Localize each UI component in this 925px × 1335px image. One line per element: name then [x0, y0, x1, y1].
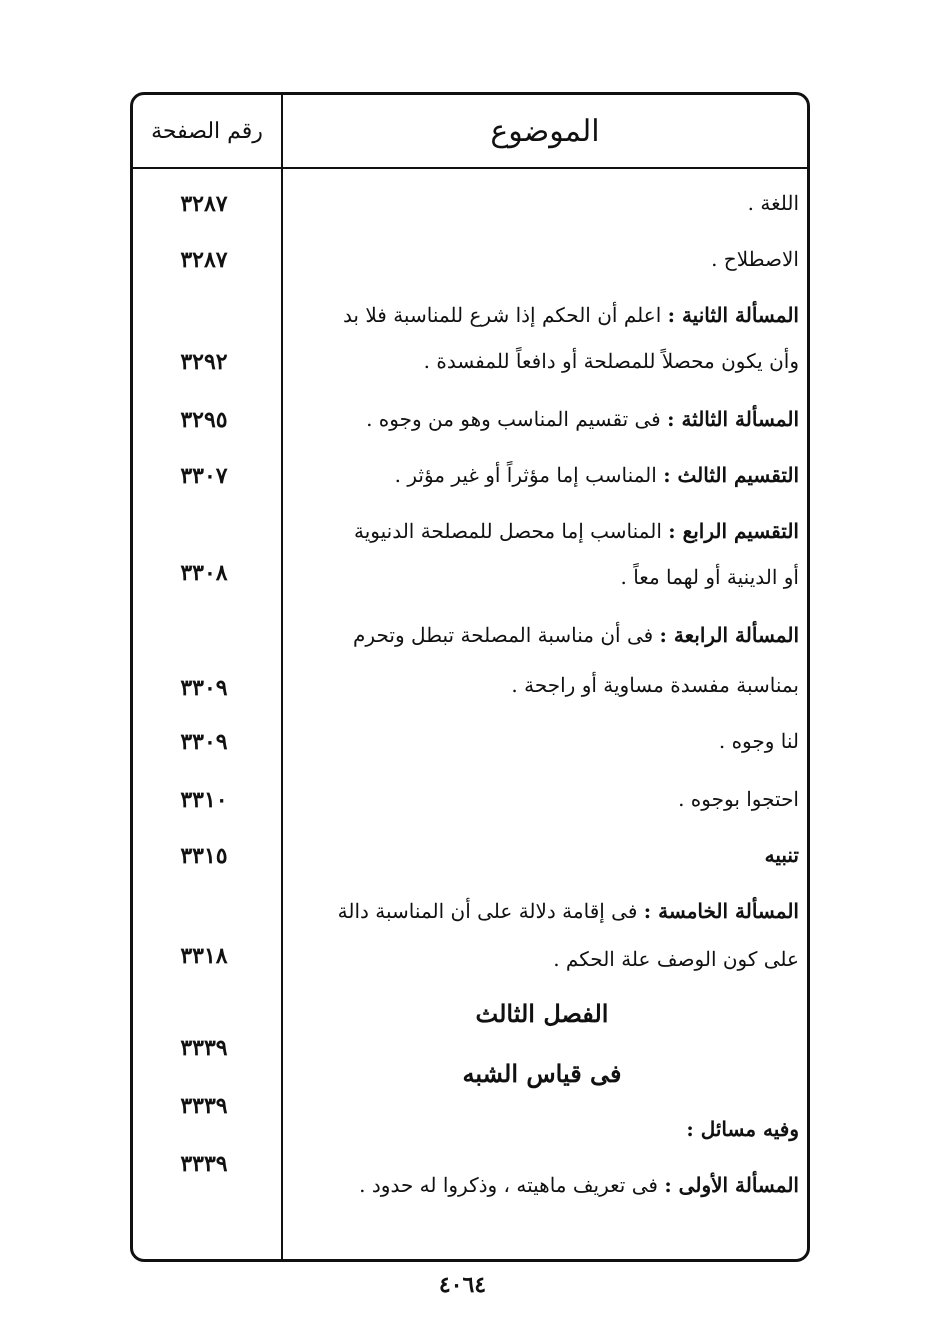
entry-13-page: ٣٣٣٩	[180, 1093, 228, 1119]
entry-1-text: الاصطلاح .	[711, 247, 799, 271]
entry-7-page: ٣٣٠٩	[180, 729, 228, 755]
entry-10-line-2: على كون الوصف علة الحكم .	[553, 947, 799, 971]
entry-4-text: التقسيم الثالث : المناسب إما مؤثراً أو غير مؤثر .	[394, 463, 799, 487]
entry-2-page: ٣٢٩٢	[180, 349, 228, 375]
entry-6-page: ٣٣٠٩	[180, 675, 228, 701]
entry-3-page: ٣٢٩٥	[180, 407, 228, 433]
entry-13-text: وفيه مسائل :	[686, 1117, 799, 1141]
entry-0-text: اللغة .	[747, 191, 799, 215]
section-heading: الفصل الثالث	[475, 999, 609, 1028]
index-table	[130, 92, 810, 1262]
entry-5-line-1: التقسيم الرابع : المناسب إما محصل للمصلحة الدنيوية	[353, 519, 799, 543]
entry-4-page: ٣٣٠٧	[180, 463, 228, 489]
entry-7-text: لنا وجوه .	[718, 729, 799, 753]
entry-14-text: المسألة الأولى : فى تعريف ماهيته ، وذكروا له حدود .	[359, 1173, 799, 1197]
topic-column-header: الموضوع	[490, 113, 600, 149]
entry-1-page: ٣٢٨٧	[180, 247, 228, 273]
entry-3-text: المسألة الثالثة : فى تقسيم المناسب وهو من وجوه .	[366, 407, 799, 431]
entry-10-line-1: المسألة الخامسة : فى إقامة دلالة على أن المناسبة دالة	[337, 899, 799, 923]
entry-6-line-1: المسألة الرابعة : فى أن مناسبة المصلحة تبطل وتحرم	[353, 623, 799, 647]
entry-9-page: ٣٣١٥	[180, 843, 228, 869]
entry-8-page: ٣٣١٠	[180, 787, 228, 813]
entry-0-page: ٣٢٨٧	[180, 191, 228, 217]
entry-2-line-1: المسألة الثانية : اعلم أن الحكم إذا شرع للمناسبة فلا بد	[342, 303, 799, 327]
page-number-column-header: رقم الصفحة	[151, 118, 263, 144]
entry-14-page: ٣٣٣٩	[180, 1151, 228, 1177]
page-footer-number: ٤٠٦٤	[438, 1272, 487, 1298]
section-subheading: فى قياس الشبه	[462, 1059, 622, 1088]
entry-10-page: ٣٣١٨	[180, 943, 228, 969]
header-divider	[133, 167, 807, 169]
entry-5-page: ٣٣٠٨	[180, 560, 228, 586]
entry-2-line-2: وأن يكون محصلاً للمصلحة أو دافعاً للمفسدة .	[423, 349, 799, 373]
section-subheading-page: ٣٣٣٩	[180, 1035, 228, 1061]
entry-8-text: احتجوا بوجوه .	[678, 787, 799, 811]
entry-5-line-2: أو الدينية أو لهما معاً .	[620, 565, 799, 589]
entry-9-text: تنبيه	[764, 843, 799, 867]
entry-6-line-2: بمناسبة مفسدة مساوية أو راجحة .	[511, 673, 799, 697]
